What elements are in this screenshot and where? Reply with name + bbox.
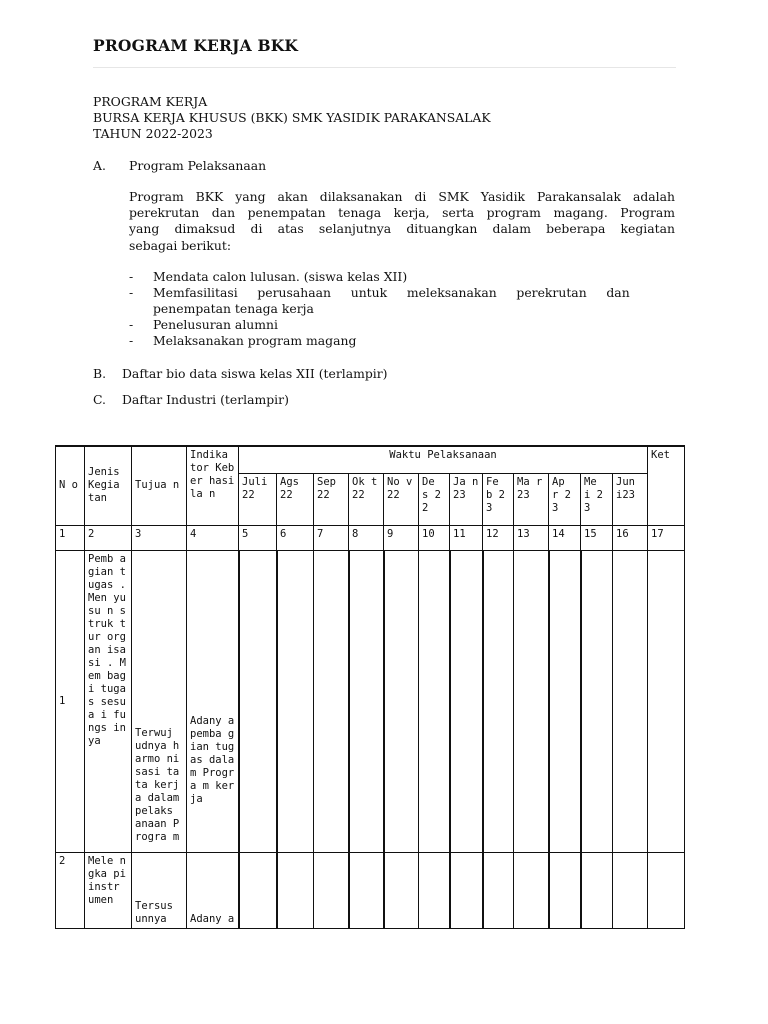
month-cell <box>549 852 581 928</box>
column-number: 11 <box>450 525 483 550</box>
column-number: 10 <box>419 525 450 550</box>
section-b-text: Daftar bio data siswa kelas XII (terlampir) <box>122 366 388 381</box>
month-cell <box>581 550 613 852</box>
table-row <box>56 550 685 852</box>
month-header: Jun i23 <box>613 473 648 525</box>
month-cell <box>514 550 549 852</box>
month-cell <box>419 852 450 928</box>
month-header: Ags 22 <box>277 473 314 525</box>
list-item <box>129 317 675 333</box>
row-number: 1 <box>56 550 85 852</box>
month-header: De s 22 <box>419 473 450 525</box>
table-number-row <box>56 525 685 550</box>
month-header: Fe b 23 <box>483 473 514 525</box>
column-number: 5 <box>239 525 277 550</box>
list-item <box>129 269 675 285</box>
month-cell <box>549 550 581 852</box>
column-number: 13 <box>514 525 549 550</box>
section-c-text: Daftar Industri (terlampir) <box>122 392 289 407</box>
month-cell <box>277 852 314 928</box>
column-number: 16 <box>613 525 648 550</box>
work-program-table <box>55 445 685 929</box>
row-tujuan: Tersus unnya <box>132 852 187 928</box>
month-cell <box>384 550 419 852</box>
column-number: 7 <box>314 525 349 550</box>
month-cell <box>450 852 483 928</box>
list-item-text: Melaksanakan program magang <box>153 333 357 348</box>
row-jenis-kegiatan: Pemb agian tugas . Men yusu n struk tur organ isasi . Mem bagi tugas sesua i fungs inya <box>85 550 132 852</box>
month-cell <box>613 852 648 928</box>
month-cell <box>613 550 648 852</box>
month-cell <box>450 550 483 852</box>
paragraph-line: Program BKK yang akan dilaksanakan di SMK Yasidik Parakansalak adalah <box>129 189 675 204</box>
table-header-row <box>56 446 685 473</box>
column-number: 12 <box>483 525 514 550</box>
month-header: Ap r 23 <box>549 473 581 525</box>
list-item-text: penempatan tenaga kerja <box>153 301 314 316</box>
month-cell <box>277 550 314 852</box>
row-tujuan: Terwuj udnya harmo nisasi tata kerja dalam pelaks anaan Progra m <box>132 550 187 852</box>
header-tujuan: Tujua n <box>132 446 187 525</box>
month-header: Juli 22 <box>239 473 277 525</box>
column-number: 6 <box>277 525 314 550</box>
column-number: 17 <box>648 525 685 550</box>
document-title: PROGRAM KERJA BKK <box>93 36 299 55</box>
month-cell <box>349 550 384 852</box>
section-a-letter: A. <box>93 158 106 173</box>
table-row <box>56 852 685 928</box>
month-header: Ok t 22 <box>349 473 384 525</box>
month-header: Ma r 23 <box>514 473 549 525</box>
bullet-dash: - <box>129 333 134 348</box>
month-header: Sep 22 <box>314 473 349 525</box>
paragraph-line: yang dimaksud di atas selanjutnya dituangkan dalam beberapa kegiatan <box>129 221 675 237</box>
column-number: 15 <box>581 525 613 550</box>
header-indikator: Indika tor Keber hasila n <box>187 446 239 525</box>
month-cell <box>483 550 514 852</box>
section-a-heading: Program Pelaksanaan <box>129 158 267 173</box>
month-cell <box>581 852 613 928</box>
bullet-dash: - <box>129 317 134 332</box>
bullet-dash: - <box>129 269 134 284</box>
ket-cell <box>648 550 685 852</box>
list-item <box>129 285 675 301</box>
column-number: 3 <box>132 525 187 550</box>
list-item-text: Penelusuran alumni <box>153 317 278 332</box>
header-jenis-kegiatan: Jenis Kegia tan <box>85 446 132 525</box>
row-indikator: Adany a <box>187 852 239 928</box>
row-number: 2 <box>56 852 85 928</box>
month-cell <box>239 550 277 852</box>
column-number: 9 <box>384 525 419 550</box>
ket-cell <box>648 852 685 928</box>
column-number: 8 <box>349 525 384 550</box>
column-number: 14 <box>549 525 581 550</box>
month-cell <box>384 852 419 928</box>
list-item-text: Mendata calon lulusan. (siswa kelas XII) <box>153 269 408 284</box>
intro-line-3: TAHUN 2022-2023 <box>93 126 213 141</box>
header-no: N o <box>56 446 85 525</box>
activity-list <box>129 269 675 349</box>
section-c-letter: C. <box>93 392 106 407</box>
bullet-dash: - <box>129 285 134 300</box>
title-divider <box>93 67 676 68</box>
section-b-letter: B. <box>93 366 107 381</box>
paragraph-line: perekrutan dan penempatan tenaga kerja, serta program magang. Program <box>129 205 675 221</box>
column-number: 1 <box>56 525 85 550</box>
list-item <box>129 333 675 349</box>
column-number: 4 <box>187 525 239 550</box>
month-cell <box>349 852 384 928</box>
intro-line-1: PROGRAM KERJA <box>93 94 208 109</box>
month-header: No v 22 <box>384 473 419 525</box>
list-item-continuation <box>129 301 675 317</box>
month-cell <box>314 852 349 928</box>
month-cell <box>314 550 349 852</box>
intro-line-2: BURSA KERJA KHUSUS (BKK) SMK YASIDIK PARAKANSALAK <box>93 110 491 125</box>
month-cell <box>239 852 277 928</box>
column-number: 2 <box>85 525 132 550</box>
row-indikator: Adany a pemba gian tugas dalam Progra m kerja <box>187 550 239 852</box>
month-cell <box>514 852 549 928</box>
month-header: Me i 23 <box>581 473 613 525</box>
header-ket: Ket <box>648 446 685 525</box>
row-jenis-kegiatan: Mele ngka pi instr umen <box>85 852 132 928</box>
section-a-paragraph <box>129 189 675 254</box>
paragraph-line: sebagai berikut: <box>129 237 232 253</box>
month-cell <box>483 852 514 928</box>
month-cell <box>419 550 450 852</box>
header-waktu-pelaksanaan: Waktu Pelaksanaan <box>239 446 648 473</box>
month-header: Ja n 23 <box>450 473 483 525</box>
list-item-text: Memfasilitasi perusahaan untuk meleksanakan perekrutan dan <box>153 285 630 300</box>
